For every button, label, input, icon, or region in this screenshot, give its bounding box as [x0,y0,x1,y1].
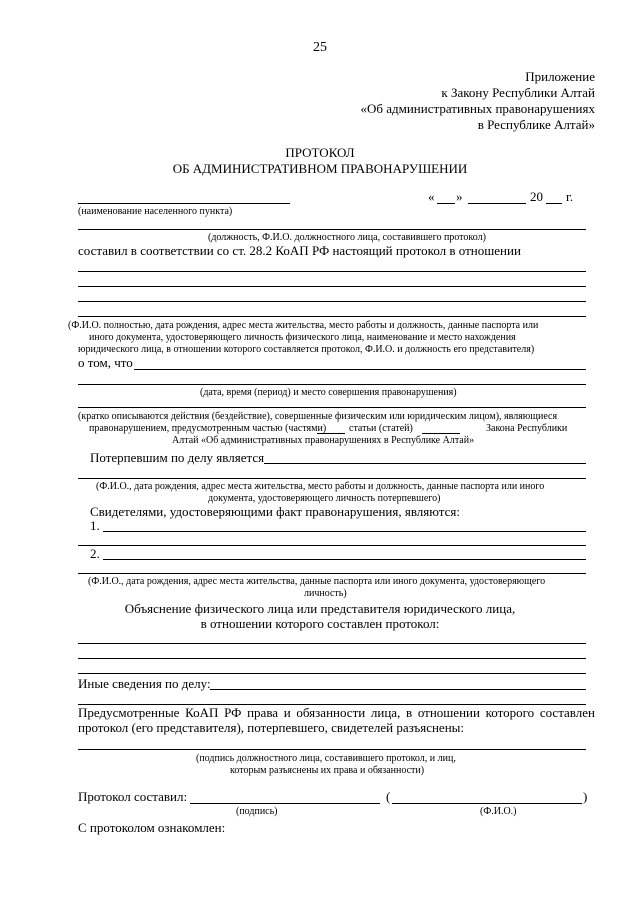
witnesses-label: Свидетелями, удостоверяющими факт правонарушения, являются: [90,504,461,519]
composed-by-label: Протокол составил: [78,789,188,804]
victim-field-2[interactable] [78,478,586,479]
composed-line: составил в соответствии со ст. 28.2 КоАП РФ настоящий протокол в отношении [78,243,521,258]
describe-hint-2a: правонарушением, предусмотренным частью (частями) [89,423,327,434]
appendix-line-4: в Республике Алтай» [477,117,595,132]
about-field-2[interactable] [78,384,586,385]
witness-1-field[interactable] [103,531,586,532]
witness-2-field[interactable] [103,559,586,560]
witness-hint-2: личность) [304,588,347,599]
event-hint: (дата, время (период) и место совершения правонарушения) [200,387,457,398]
date-month-field[interactable] [468,203,526,204]
composed-by-signature-field[interactable] [190,803,380,804]
person-hint-1: (Ф.И.О. полностью, дата рождения, адрес места жительства, место работы и должность, данные паспорта или [68,320,539,331]
appendix-line-1: Приложение [525,69,595,84]
describe-field[interactable] [78,407,586,408]
appendix-line-3: «Об административных правонарушениях [360,101,595,116]
witness-1-number: 1. [90,518,100,533]
signature-field[interactable] [78,749,586,750]
about-field[interactable] [134,369,586,370]
other-info-label: Иные сведения по делу: [78,676,211,691]
date-open-quote: « [428,189,435,204]
describe-hint-2b: статьи (статей) [349,423,413,434]
person-field-3[interactable] [78,301,586,302]
explanation-field-1[interactable] [78,643,586,644]
settlement-hint: (наименование населенного пункта) [78,206,233,217]
victim-hint-1: (Ф.И.О., дата рождения, адрес места жительства, место работы и должность, данные паспорта или иного [96,481,545,492]
witness-2-field-2[interactable] [78,573,586,574]
signature-hint-2: которым разъяснены их права и обязанности) [230,765,425,776]
explanation-line-1: Объяснение физического лица или представителя юридического лица, [124,601,516,616]
sign-hint: (подпись) [236,806,278,817]
victim-field[interactable] [264,463,586,464]
witness-hint-1: (Ф.И.О., дата рождения, адрес места жительства, данные паспорта или иного документа, удостоверяющего [88,576,546,587]
document-title-line-2: ОБ АДМИНИСТРАТИВНОМ ПРАВОНАРУШЕНИИ [172,161,468,176]
person-hint-3: юридического лица, в отношении которого составляется протокол, Ф.И.О. и должность его представителя) [78,344,535,355]
date-close-quote: » [456,189,463,204]
date-day-field[interactable] [437,203,455,204]
other-info-field[interactable] [210,689,586,690]
describe-hint-3: Алтай «Об административных правонарушениях в Республике Алтай» [172,435,475,446]
rights-line-2: протокол (его представителя), потерпевшего, свидетелей разъяснены: [78,720,465,735]
composed-by-name-field[interactable] [392,803,582,804]
person-field-1[interactable] [78,271,586,272]
person-hint-2: иного документа, удостоверяющего личность физического лица, наименование и место нахождения [89,332,516,343]
describe-hint-1: (кратко описываются действия (бездействие), совершенные физическим или юридическим лицом), являющиеся [78,411,558,422]
document-title-line-1: ПРОТОКОЛ [285,145,355,160]
explanation-line-2: в отношении которого составлен протокол: [200,616,440,631]
person-field-4[interactable] [78,316,586,317]
settlement-field[interactable] [78,203,290,204]
witness-2-number: 2. [90,546,100,561]
page-number: 25 [313,40,327,55]
about-label: о том, что [78,355,133,370]
fio-hint: (Ф.И.О.) [480,806,517,817]
victim-hint-2: документа, удостоверяющего личность потерпевшего) [208,493,441,504]
official-hint: (должность, Ф.И.О. должностного лица, составившего протокол) [208,232,486,243]
acquainted-label: С протоколом ознакомлен: [78,820,226,835]
date-year-suffix: г. [566,189,574,204]
explanation-field-3[interactable] [78,673,586,674]
person-field-2[interactable] [78,286,586,287]
signature-hint-1: (подпись должностного лица, составившего протокол, и лиц, [196,753,456,764]
explanation-field-2[interactable] [78,658,586,659]
official-field[interactable] [78,229,586,230]
victim-label: Потерпевшим по делу является [90,450,265,465]
article-field[interactable] [422,433,460,434]
describe-hint-2c: Закона Республики [486,423,568,434]
witness-1-field-2[interactable] [78,545,586,546]
date-year-field[interactable] [546,203,562,204]
rights-line-1: Предусмотренные КоАП РФ права и обязанности лица, в отношении которого составлен [78,705,595,720]
part-field[interactable] [317,433,345,434]
paren-open: ( [386,789,391,804]
paren-close: ) [583,789,588,804]
appendix-line-2: к Закону Республики Алтай [441,85,595,100]
date-year-prefix: 20 [530,189,543,204]
